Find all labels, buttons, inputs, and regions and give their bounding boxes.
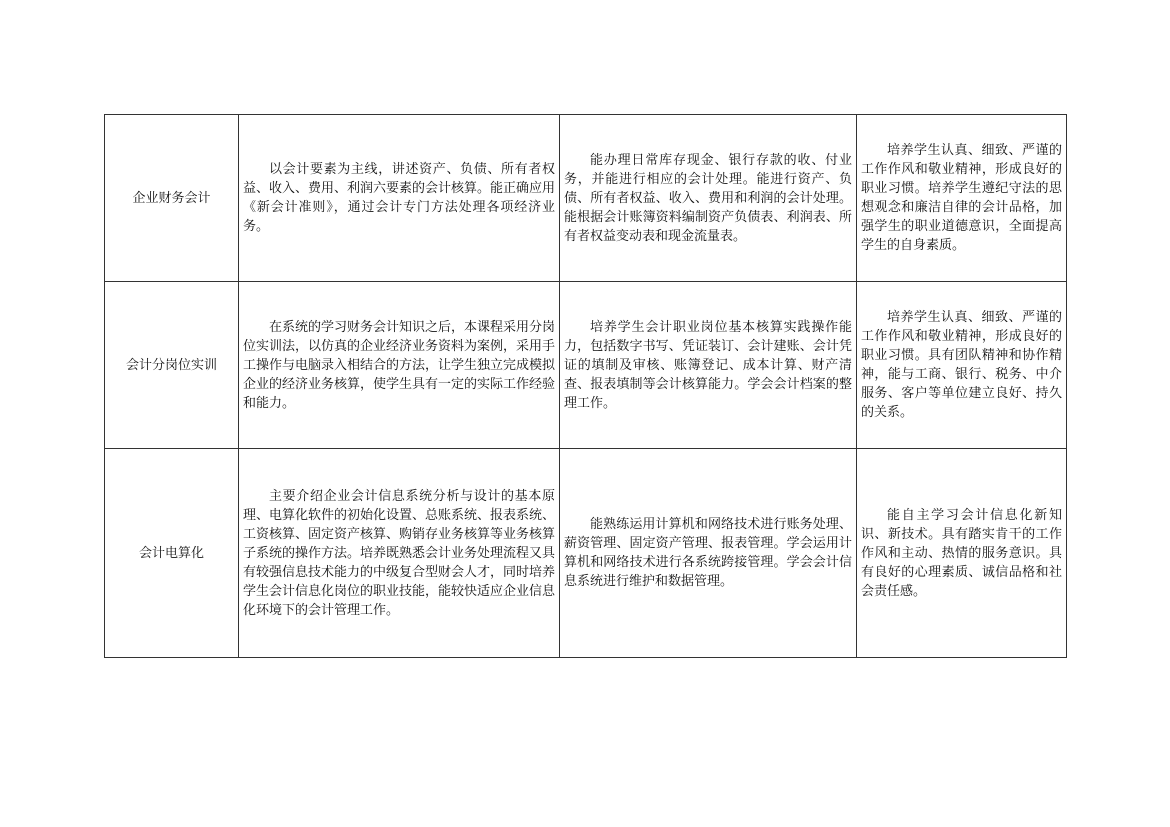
course-ability: 能办理日常库存现金、银行存款的收、付业务，并能进行相应的会计处理。能进行资产、负债、所有者权益、收入、费用和利润的会计处理。能根据会计账簿资料编制资产负债表、利润表、所有者权益变动表和现金流量表。 — [564, 152, 852, 244]
course-ability-cell — [560, 282, 857, 449]
course-quality: 培养学生认真、细致、严谨的工作作风和敬业精神，形成良好的职业习惯。培养学生遵纪守法的思想观念和廉洁自律的会计品格，加强学生的职业道德意识，全面提高学生的自身素质。 — [861, 143, 1062, 253]
course-quality-cell — [857, 282, 1067, 449]
course-name: 会计电算化 — [138, 545, 204, 561]
course-quality-cell — [857, 449, 1067, 658]
course-content-cell — [239, 115, 560, 282]
course-ability: 培养学生会计职业岗位基本核算实践操作能力，包括数字书写、凭证装订、会计建账、会计凭证的填制及审核、账簿登记、成本计算、财产清查、报表填制等会计核算能力。学会会计档案的整理工作。 — [564, 319, 852, 411]
course-content: 以会计要素为主线，讲述资产、负债、所有者权益、收入、费用、利润六要素的会计核算。能正确应用《新会计准则》，通过会计专门方法处理各项经济业务。 — [243, 162, 556, 234]
course-content-cell — [239, 282, 560, 449]
course-table — [104, 114, 1067, 658]
course-quality: 培养学生认真、细致、严谨的工作作风和敬业精神，形成良好的职业习惯。具有团队精神和协作精神，能与工商、银行、税务、中介服务、客户等单位建立良好、持久的关系。 — [861, 310, 1062, 420]
course-content-cell — [239, 449, 560, 658]
course-ability: 能熟练运用计算机和网络技术进行账务处理、薪资管理、固定资产管理、报表管理。学会运用计算机和网络技术进行各系统跨接管理。学会会计信息系统进行维护和数据管理。 — [564, 517, 852, 589]
course-quality-cell — [857, 115, 1067, 282]
course-content: 主要介绍企业会计信息系统分析与设计的基本原理、电算化软件的初始化设置、总账系统、报表系统、工资核算、固定资产核算、购销存业务核算等业务核算子系统的操作方法。培养既熟悉会计业务处理流程又具有较强信息技术能力的中级复合型财会人才，同时培养学生会计信息化岗位的职业技能，能较快适应企业信息化环境下的会计管理工作。 — [243, 488, 556, 618]
course-name: 企业财务会计 — [132, 190, 211, 206]
table-row-position-training — [105, 282, 1067, 449]
course-content: 在系统的学习财务会计知识之后，本课程采用分岗位实训法，以仿真的企业经济业务资料为案例，采用手工操作与电脑录入相结合的方法，让学生独立完成模拟企业的经济业务核算，使学生具有一定的实际工作经验和能力。 — [243, 319, 556, 411]
table-row-computerized-accounting — [105, 449, 1067, 658]
course-ability-cell — [560, 449, 857, 658]
course-name-cell — [105, 115, 239, 282]
table-row-financial-accounting — [105, 115, 1067, 282]
course-name-cell — [105, 449, 239, 658]
course-name: 会计分岗位实训 — [125, 357, 217, 373]
course-quality: 能自主学习会计信息化新知识、新技术。具有踏实肯干的工作作风和主动、热情的服务意识。具有良好的心理素质、诚信品格和社会责任感。 — [861, 507, 1062, 599]
course-name-cell — [105, 282, 239, 449]
course-ability-cell — [560, 115, 857, 282]
